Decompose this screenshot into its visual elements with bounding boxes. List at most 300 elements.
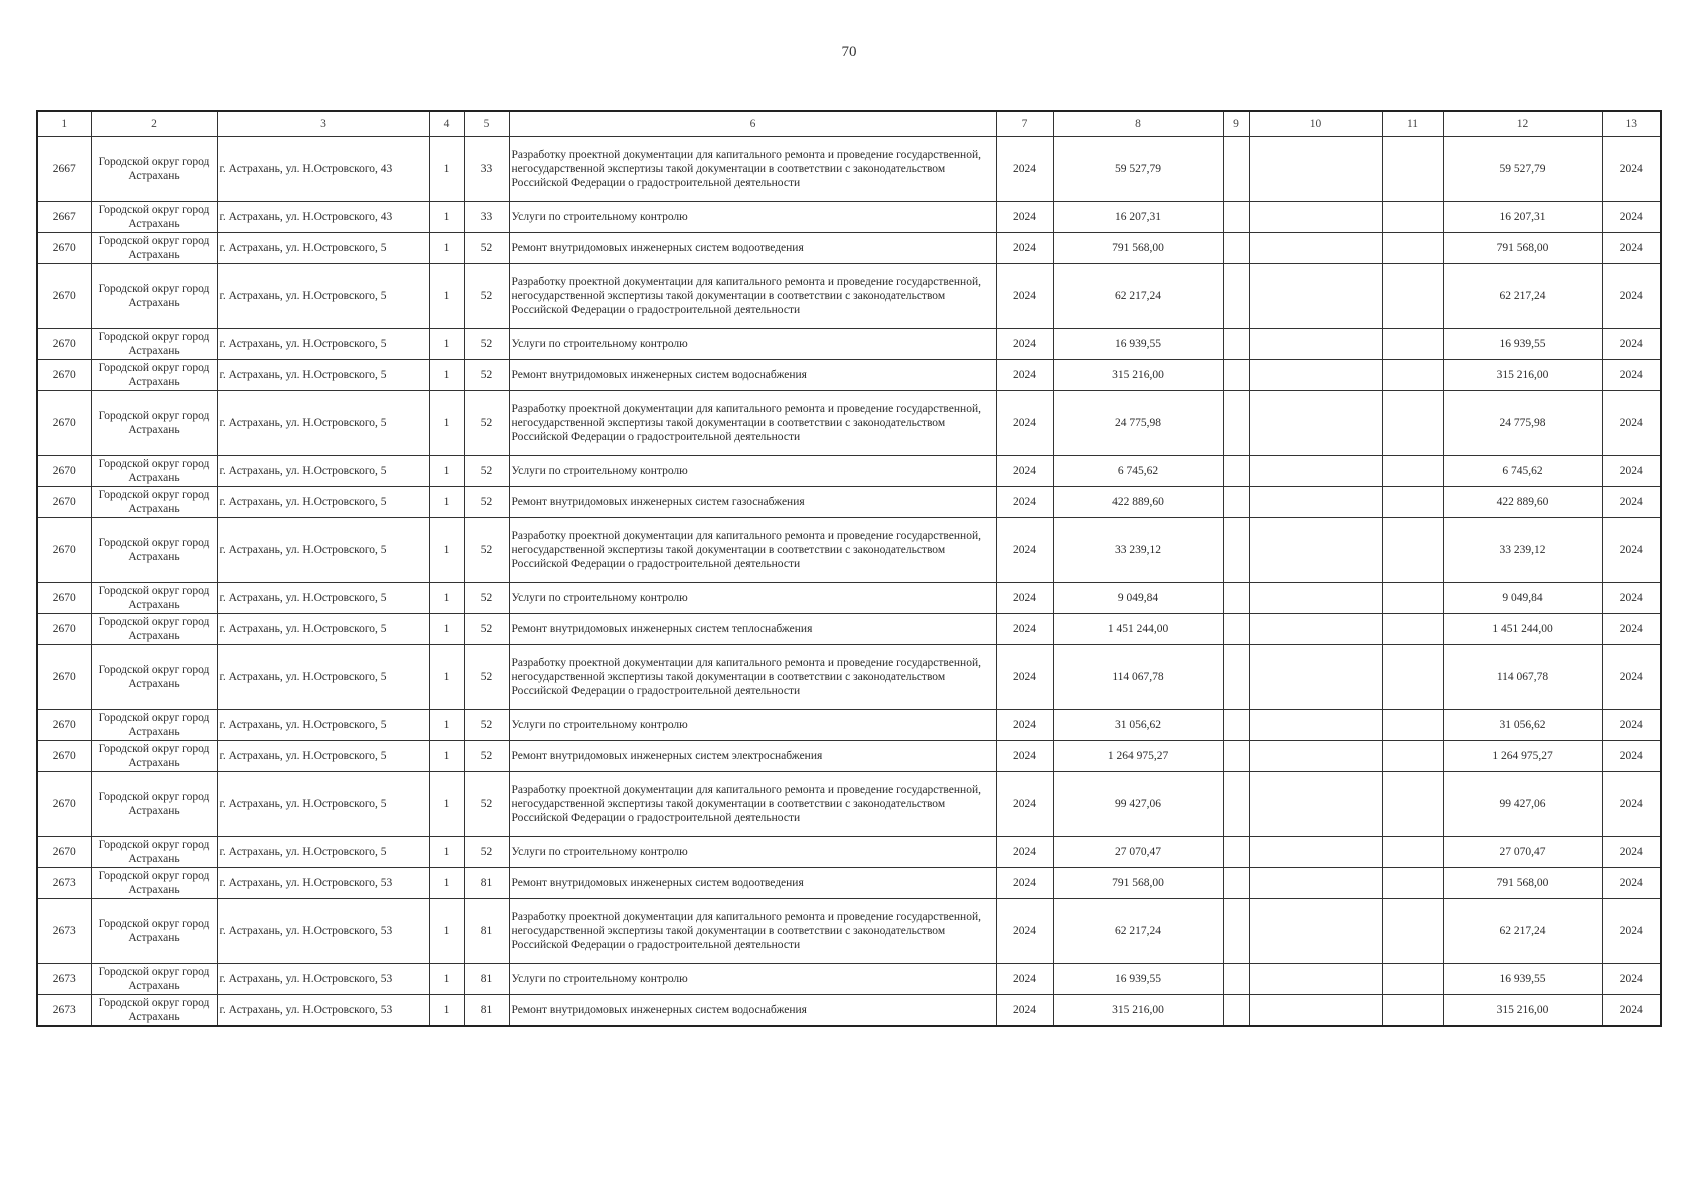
cell-col11 <box>1382 741 1443 772</box>
cell-col11 <box>1382 868 1443 899</box>
cell-year: 2024 <box>996 995 1053 1027</box>
cell-municipality: Городской округ город Астрахань <box>91 137 217 202</box>
cell-col5: 33 <box>464 202 509 233</box>
cell-col9 <box>1223 202 1249 233</box>
cell-amount: 59 527,79 <box>1053 137 1223 202</box>
table-row <box>37 741 1661 772</box>
cell-number: 2670 <box>37 360 91 391</box>
cell-year: 2024 <box>996 518 1053 583</box>
cell-col5: 52 <box>464 264 509 329</box>
cell-address: г. Астрахань, ул. Н.Островского, 5 <box>217 614 429 645</box>
cell-col4: 1 <box>429 710 464 741</box>
cell-col5: 52 <box>464 645 509 710</box>
cell-work-type: Услуги по строительному контролю <box>509 583 996 614</box>
cell-address: г. Астрахань, ул. Н.Островского, 5 <box>217 837 429 868</box>
cell-col9 <box>1223 710 1249 741</box>
cell-col5: 52 <box>464 233 509 264</box>
cell-work-type: Разработку проектной документации для капитального ремонта и проведение государственной, негосударственной экспертизы такой документации в соответствии с законодательством Российской Федерации о градостроительной деятельности <box>509 518 996 583</box>
cell-total: 16 939,55 <box>1443 329 1602 360</box>
cell-col9 <box>1223 837 1249 868</box>
cell-col10 <box>1249 202 1382 233</box>
cell-col9 <box>1223 868 1249 899</box>
cell-total: 791 568,00 <box>1443 233 1602 264</box>
cell-col11 <box>1382 456 1443 487</box>
table-row <box>37 995 1661 1027</box>
cell-col4: 1 <box>429 868 464 899</box>
cell-col5: 52 <box>464 391 509 456</box>
cell-end-year: 2024 <box>1602 518 1661 583</box>
cell-col4: 1 <box>429 899 464 964</box>
cell-total: 1 264 975,27 <box>1443 741 1602 772</box>
cell-address: г. Астрахань, ул. Н.Островского, 53 <box>217 964 429 995</box>
cell-col5: 52 <box>464 741 509 772</box>
cell-work-type: Ремонт внутридомовых инженерных систем водоотведения <box>509 868 996 899</box>
cell-col10 <box>1249 964 1382 995</box>
cell-col10 <box>1249 264 1382 329</box>
cell-total: 114 067,78 <box>1443 645 1602 710</box>
cell-col4: 1 <box>429 456 464 487</box>
cell-end-year: 2024 <box>1602 710 1661 741</box>
cell-amount: 315 216,00 <box>1053 360 1223 391</box>
page-number: 70 <box>841 44 857 60</box>
cell-number: 2670 <box>37 710 91 741</box>
cell-col11 <box>1382 518 1443 583</box>
cell-municipality: Городской округ город Астрахань <box>91 741 217 772</box>
cell-col5: 52 <box>464 487 509 518</box>
cell-col9 <box>1223 137 1249 202</box>
cell-address: г. Астрахань, ул. Н.Островского, 5 <box>217 741 429 772</box>
cell-col5: 52 <box>464 360 509 391</box>
cell-total: 315 216,00 <box>1443 360 1602 391</box>
cell-work-type: Услуги по строительному контролю <box>509 710 996 741</box>
cell-col5: 52 <box>464 583 509 614</box>
register-table <box>36 110 1662 1027</box>
table-row <box>37 772 1661 837</box>
table-row <box>37 264 1661 329</box>
column-header: 10 <box>1249 111 1382 137</box>
cell-municipality: Городской округ город Астрахань <box>91 518 217 583</box>
cell-address: г. Астрахань, ул. Н.Островского, 5 <box>217 264 429 329</box>
cell-amount: 1 264 975,27 <box>1053 741 1223 772</box>
cell-col9 <box>1223 456 1249 487</box>
cell-col5: 81 <box>464 899 509 964</box>
cell-municipality: Городской округ город Астрахань <box>91 995 217 1027</box>
cell-amount: 24 775,98 <box>1053 391 1223 456</box>
cell-total: 1 451 244,00 <box>1443 614 1602 645</box>
table-row <box>37 391 1661 456</box>
table-row <box>37 360 1661 391</box>
cell-year: 2024 <box>996 264 1053 329</box>
cell-work-type: Услуги по строительному контролю <box>509 837 996 868</box>
cell-total: 33 239,12 <box>1443 518 1602 583</box>
cell-total: 16 939,55 <box>1443 964 1602 995</box>
cell-col10 <box>1249 583 1382 614</box>
cell-col11 <box>1382 995 1443 1027</box>
cell-total: 9 049,84 <box>1443 583 1602 614</box>
cell-year: 2024 <box>996 964 1053 995</box>
cell-col11 <box>1382 137 1443 202</box>
cell-col10 <box>1249 899 1382 964</box>
table-row <box>37 518 1661 583</box>
cell-amount: 27 070,47 <box>1053 837 1223 868</box>
cell-end-year: 2024 <box>1602 741 1661 772</box>
cell-col5: 52 <box>464 772 509 837</box>
column-header: 2 <box>91 111 217 137</box>
cell-col4: 1 <box>429 233 464 264</box>
cell-total: 6 745,62 <box>1443 456 1602 487</box>
cell-number: 2670 <box>37 391 91 456</box>
cell-total: 99 427,06 <box>1443 772 1602 837</box>
cell-col9 <box>1223 329 1249 360</box>
table-body <box>37 137 1661 1027</box>
cell-col4: 1 <box>429 518 464 583</box>
cell-address: г. Астрахань, ул. Н.Островского, 5 <box>217 710 429 741</box>
cell-col10 <box>1249 995 1382 1027</box>
cell-end-year: 2024 <box>1602 899 1661 964</box>
cell-number: 2670 <box>37 741 91 772</box>
cell-work-type: Услуги по строительному контролю <box>509 329 996 360</box>
cell-number: 2673 <box>37 899 91 964</box>
cell-col10 <box>1249 645 1382 710</box>
column-header: 9 <box>1223 111 1249 137</box>
cell-col9 <box>1223 645 1249 710</box>
table-row <box>37 137 1661 202</box>
cell-number: 2670 <box>37 456 91 487</box>
cell-end-year: 2024 <box>1602 772 1661 837</box>
cell-work-type: Разработку проектной документации для капитального ремонта и проведение государственной, негосударственной экспертизы такой документации в соответствии с законодательством Российской Федерации о градостроительной деятельности <box>509 772 996 837</box>
column-header: 12 <box>1443 111 1602 137</box>
cell-end-year: 2024 <box>1602 360 1661 391</box>
cell-address: г. Астрахань, ул. Н.Островского, 5 <box>217 518 429 583</box>
cell-work-type: Ремонт внутридомовых инженерных систем газоснабжения <box>509 487 996 518</box>
cell-amount: 422 889,60 <box>1053 487 1223 518</box>
cell-municipality: Городской округ город Астрахань <box>91 868 217 899</box>
cell-year: 2024 <box>996 741 1053 772</box>
cell-col4: 1 <box>429 202 464 233</box>
cell-col5: 81 <box>464 964 509 995</box>
cell-address: г. Астрахань, ул. Н.Островского, 5 <box>217 487 429 518</box>
column-header: 8 <box>1053 111 1223 137</box>
cell-amount: 33 239,12 <box>1053 518 1223 583</box>
cell-amount: 6 745,62 <box>1053 456 1223 487</box>
cell-col5: 81 <box>464 995 509 1027</box>
cell-col11 <box>1382 899 1443 964</box>
cell-col9 <box>1223 899 1249 964</box>
column-header: 7 <box>996 111 1053 137</box>
cell-municipality: Городской округ город Астрахань <box>91 391 217 456</box>
table-row <box>37 456 1661 487</box>
cell-address: г. Астрахань, ул. Н.Островского, 43 <box>217 202 429 233</box>
cell-col11 <box>1382 329 1443 360</box>
cell-col11 <box>1382 360 1443 391</box>
cell-number: 2670 <box>37 583 91 614</box>
cell-col5: 33 <box>464 137 509 202</box>
cell-col10 <box>1249 137 1382 202</box>
cell-number: 2667 <box>37 137 91 202</box>
cell-col9 <box>1223 772 1249 837</box>
cell-number: 2670 <box>37 614 91 645</box>
table-row <box>37 868 1661 899</box>
cell-col9 <box>1223 995 1249 1027</box>
cell-amount: 9 049,84 <box>1053 583 1223 614</box>
cell-amount: 1 451 244,00 <box>1053 614 1223 645</box>
cell-total: 315 216,00 <box>1443 995 1602 1027</box>
cell-col4: 1 <box>429 391 464 456</box>
cell-year: 2024 <box>996 837 1053 868</box>
cell-col11 <box>1382 614 1443 645</box>
cell-year: 2024 <box>996 233 1053 264</box>
column-header: 6 <box>509 111 996 137</box>
cell-total: 27 070,47 <box>1443 837 1602 868</box>
cell-year: 2024 <box>996 202 1053 233</box>
cell-number: 2670 <box>37 518 91 583</box>
table-row <box>37 233 1661 264</box>
cell-municipality: Городской округ город Астрахань <box>91 329 217 360</box>
cell-address: г. Астрахань, ул. Н.Островского, 43 <box>217 137 429 202</box>
cell-col10 <box>1249 518 1382 583</box>
cell-year: 2024 <box>996 772 1053 837</box>
cell-total: 16 207,31 <box>1443 202 1602 233</box>
cell-year: 2024 <box>996 645 1053 710</box>
cell-year: 2024 <box>996 137 1053 202</box>
cell-amount: 315 216,00 <box>1053 995 1223 1027</box>
cell-end-year: 2024 <box>1602 645 1661 710</box>
cell-end-year: 2024 <box>1602 329 1661 360</box>
cell-municipality: Городской округ город Астрахань <box>91 202 217 233</box>
cell-col5: 52 <box>464 614 509 645</box>
cell-end-year: 2024 <box>1602 964 1661 995</box>
cell-number: 2673 <box>37 868 91 899</box>
cell-number: 2670 <box>37 264 91 329</box>
cell-municipality: Городской округ город Астрахань <box>91 264 217 329</box>
column-header: 13 <box>1602 111 1661 137</box>
cell-col4: 1 <box>429 772 464 837</box>
cell-work-type: Ремонт внутридомовых инженерных систем электроснабжения <box>509 741 996 772</box>
cell-amount: 62 217,24 <box>1053 264 1223 329</box>
cell-year: 2024 <box>996 614 1053 645</box>
cell-col9 <box>1223 583 1249 614</box>
table-row <box>37 583 1661 614</box>
cell-amount: 16 939,55 <box>1053 329 1223 360</box>
cell-col10 <box>1249 487 1382 518</box>
table-row <box>37 710 1661 741</box>
cell-col5: 52 <box>464 518 509 583</box>
cell-col10 <box>1249 360 1382 391</box>
table-row <box>37 614 1661 645</box>
cell-col4: 1 <box>429 995 464 1027</box>
cell-col10 <box>1249 614 1382 645</box>
cell-col11 <box>1382 772 1443 837</box>
cell-municipality: Городской округ город Астрахань <box>91 233 217 264</box>
cell-col4: 1 <box>429 614 464 645</box>
cell-col10 <box>1249 233 1382 264</box>
cell-work-type: Разработку проектной документации для капитального ремонта и проведение государственной, негосударственной экспертизы такой документации в соответствии с законодательством Российской Федерации о градостроительной деятельности <box>509 264 996 329</box>
cell-amount: 16 207,31 <box>1053 202 1223 233</box>
cell-end-year: 2024 <box>1602 583 1661 614</box>
cell-municipality: Городской округ город Астрахань <box>91 837 217 868</box>
cell-col5: 52 <box>464 456 509 487</box>
cell-municipality: Городской округ город Астрахань <box>91 772 217 837</box>
cell-work-type: Разработку проектной документации для капитального ремонта и проведение государственной, негосударственной экспертизы такой документации в соответствии с законодательством Российской Федерации о градостроительной деятельности <box>509 645 996 710</box>
cell-end-year: 2024 <box>1602 456 1661 487</box>
table-row <box>37 202 1661 233</box>
cell-col5: 52 <box>464 837 509 868</box>
column-header: 11 <box>1382 111 1443 137</box>
cell-col11 <box>1382 645 1443 710</box>
cell-municipality: Городской округ город Астрахань <box>91 583 217 614</box>
cell-amount: 114 067,78 <box>1053 645 1223 710</box>
cell-number: 2670 <box>37 645 91 710</box>
cell-col9 <box>1223 391 1249 456</box>
cell-col4: 1 <box>429 741 464 772</box>
cell-number: 2670 <box>37 233 91 264</box>
cell-municipality: Городской округ город Астрахань <box>91 360 217 391</box>
cell-col10 <box>1249 710 1382 741</box>
cell-col11 <box>1382 710 1443 741</box>
cell-work-type: Ремонт внутридомовых инженерных систем водоснабжения <box>509 360 996 391</box>
cell-year: 2024 <box>996 360 1053 391</box>
table-row <box>37 899 1661 964</box>
cell-amount: 791 568,00 <box>1053 233 1223 264</box>
cell-col11 <box>1382 964 1443 995</box>
cell-work-type: Ремонт внутридомовых инженерных систем водоснабжения <box>509 995 996 1027</box>
cell-col9 <box>1223 264 1249 329</box>
cell-end-year: 2024 <box>1602 233 1661 264</box>
cell-col10 <box>1249 837 1382 868</box>
cell-municipality: Городской округ город Астрахань <box>91 899 217 964</box>
cell-total: 62 217,24 <box>1443 264 1602 329</box>
cell-end-year: 2024 <box>1602 995 1661 1027</box>
cell-col9 <box>1223 964 1249 995</box>
cell-municipality: Городской округ город Астрахань <box>91 456 217 487</box>
cell-address: г. Астрахань, ул. Н.Островского, 53 <box>217 868 429 899</box>
table-row <box>37 837 1661 868</box>
cell-total: 31 056,62 <box>1443 710 1602 741</box>
cell-col4: 1 <box>429 964 464 995</box>
header-row <box>37 111 1661 137</box>
cell-number: 2670 <box>37 487 91 518</box>
cell-address: г. Астрахань, ул. Н.Островского, 5 <box>217 360 429 391</box>
cell-address: г. Астрахань, ул. Н.Островского, 5 <box>217 329 429 360</box>
cell-total: 791 568,00 <box>1443 868 1602 899</box>
cell-year: 2024 <box>996 487 1053 518</box>
cell-work-type: Услуги по строительному контролю <box>509 964 996 995</box>
cell-year: 2024 <box>996 583 1053 614</box>
cell-number: 2670 <box>37 837 91 868</box>
cell-address: г. Астрахань, ул. Н.Островского, 53 <box>217 995 429 1027</box>
cell-municipality: Городской округ город Астрахань <box>91 614 217 645</box>
cell-col10 <box>1249 456 1382 487</box>
cell-col4: 1 <box>429 264 464 329</box>
cell-col4: 1 <box>429 837 464 868</box>
cell-year: 2024 <box>996 710 1053 741</box>
table-row <box>37 645 1661 710</box>
cell-col9 <box>1223 360 1249 391</box>
cell-address: г. Астрахань, ул. Н.Островского, 53 <box>217 899 429 964</box>
cell-work-type: Ремонт внутридомовых инженерных систем водоотведения <box>509 233 996 264</box>
cell-amount: 62 217,24 <box>1053 899 1223 964</box>
cell-end-year: 2024 <box>1602 837 1661 868</box>
cell-municipality: Городской округ город Астрахань <box>91 964 217 995</box>
cell-end-year: 2024 <box>1602 391 1661 456</box>
cell-col4: 1 <box>429 645 464 710</box>
cell-col11 <box>1382 202 1443 233</box>
cell-work-type: Разработку проектной документации для капитального ремонта и проведение государственной, негосударственной экспертизы такой документации в соответствии с законодательством Российской Федерации о градостроительной деятельности <box>509 899 996 964</box>
cell-total: 59 527,79 <box>1443 137 1602 202</box>
cell-col10 <box>1249 772 1382 837</box>
cell-col5: 81 <box>464 868 509 899</box>
cell-col4: 1 <box>429 137 464 202</box>
cell-col5: 52 <box>464 329 509 360</box>
table-row <box>37 329 1661 360</box>
cell-municipality: Городской округ город Астрахань <box>91 487 217 518</box>
cell-work-type: Услуги по строительному контролю <box>509 456 996 487</box>
cell-col10 <box>1249 741 1382 772</box>
table-row <box>37 487 1661 518</box>
cell-total: 62 217,24 <box>1443 899 1602 964</box>
cell-col11 <box>1382 391 1443 456</box>
cell-municipality: Городской округ город Астрахань <box>91 710 217 741</box>
cell-col5: 52 <box>464 710 509 741</box>
cell-col9 <box>1223 614 1249 645</box>
cell-amount: 791 568,00 <box>1053 868 1223 899</box>
cell-col11 <box>1382 583 1443 614</box>
cell-municipality: Городской округ город Астрахань <box>91 645 217 710</box>
cell-col9 <box>1223 741 1249 772</box>
cell-end-year: 2024 <box>1602 202 1661 233</box>
cell-col4: 1 <box>429 329 464 360</box>
cell-number: 2670 <box>37 329 91 360</box>
cell-work-type: Разработку проектной документации для капитального ремонта и проведение государственной, негосударственной экспертизы такой документации в соответствии с законодательством Российской Федерации о градостроительной деятельности <box>509 137 996 202</box>
cell-col4: 1 <box>429 360 464 391</box>
cell-year: 2024 <box>996 899 1053 964</box>
column-header: 1 <box>37 111 91 137</box>
cell-end-year: 2024 <box>1602 614 1661 645</box>
table-header <box>37 111 1661 137</box>
cell-amount: 99 427,06 <box>1053 772 1223 837</box>
cell-col11 <box>1382 487 1443 518</box>
cell-col11 <box>1382 837 1443 868</box>
cell-number: 2673 <box>37 964 91 995</box>
cell-col10 <box>1249 868 1382 899</box>
cell-year: 2024 <box>996 329 1053 360</box>
column-header: 4 <box>429 111 464 137</box>
cell-address: г. Астрахань, ул. Н.Островского, 5 <box>217 391 429 456</box>
column-header: 3 <box>217 111 429 137</box>
cell-col10 <box>1249 391 1382 456</box>
cell-col10 <box>1249 329 1382 360</box>
cell-amount: 16 939,55 <box>1053 964 1223 995</box>
cell-end-year: 2024 <box>1602 487 1661 518</box>
cell-col9 <box>1223 233 1249 264</box>
cell-col4: 1 <box>429 583 464 614</box>
table-row <box>37 964 1661 995</box>
cell-end-year: 2024 <box>1602 868 1661 899</box>
cell-total: 24 775,98 <box>1443 391 1602 456</box>
cell-col9 <box>1223 518 1249 583</box>
cell-end-year: 2024 <box>1602 264 1661 329</box>
cell-year: 2024 <box>996 868 1053 899</box>
cell-number: 2667 <box>37 202 91 233</box>
cell-number: 2673 <box>37 995 91 1027</box>
cell-number: 2670 <box>37 772 91 837</box>
cell-end-year: 2024 <box>1602 137 1661 202</box>
cell-address: г. Астрахань, ул. Н.Островского, 5 <box>217 772 429 837</box>
cell-address: г. Астрахань, ул. Н.Островского, 5 <box>217 233 429 264</box>
column-header: 5 <box>464 111 509 137</box>
cell-address: г. Астрахань, ул. Н.Островского, 5 <box>217 456 429 487</box>
cell-col11 <box>1382 233 1443 264</box>
